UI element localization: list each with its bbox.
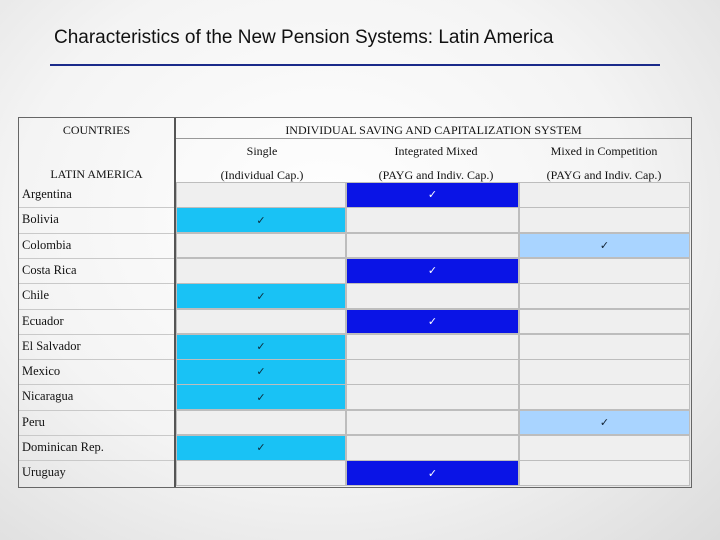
country-label: Colombia xyxy=(22,237,72,252)
row-divider xyxy=(19,384,174,385)
table-cell xyxy=(519,258,690,284)
table-cell xyxy=(519,435,690,461)
table-cell xyxy=(176,182,346,208)
table-cell xyxy=(519,384,690,410)
table-cell xyxy=(519,359,690,385)
table-cell xyxy=(176,233,346,259)
system-header: INDIVIDUAL SAVING AND CAPITALIZATION SYSTEM xyxy=(285,123,582,137)
checkmark-icon: ✓ xyxy=(599,416,610,430)
table-cell xyxy=(346,460,519,486)
table-cell xyxy=(176,207,346,233)
col-subheader-competition: (PAYG and Indiv. Cap.) xyxy=(546,168,662,182)
col-header-competition: Mixed in Competition xyxy=(550,144,658,158)
row-divider xyxy=(19,435,174,436)
row-divider xyxy=(19,207,174,208)
checkmark-icon: ✓ xyxy=(256,340,266,354)
table-cell xyxy=(346,207,519,233)
country-label: Uruguay xyxy=(22,465,66,480)
table-cell xyxy=(346,309,519,335)
checkmark-icon: ✓ xyxy=(256,289,266,303)
table-cell xyxy=(176,283,346,309)
table-cell xyxy=(346,384,519,410)
country-label: Nicaragua xyxy=(22,389,74,404)
table-cell xyxy=(519,283,690,309)
region-header: LATIN AMERICA xyxy=(50,167,143,181)
table-cell xyxy=(519,182,690,208)
table-cell xyxy=(346,359,519,385)
country-label: El Salvador xyxy=(22,338,81,353)
page-title: Characteristics of the New Pension Systems: Latin America xyxy=(54,27,554,48)
checkmark-icon: ✓ xyxy=(256,213,266,227)
table-cell xyxy=(176,309,346,335)
table-cell xyxy=(346,233,519,259)
country-label: Dominican Rep. xyxy=(22,440,104,454)
country-label: Ecuador xyxy=(22,313,64,328)
table-cell xyxy=(176,334,346,360)
table-cell xyxy=(519,410,690,436)
col-subheader-integrated: (PAYG and Indiv. Cap.) xyxy=(378,168,494,182)
row-divider xyxy=(19,283,174,284)
table-cell xyxy=(346,435,519,461)
table-cell xyxy=(176,460,346,486)
col-subheader-single: (Individual Cap.) xyxy=(220,168,304,182)
table-cell xyxy=(519,207,690,233)
table-cell xyxy=(519,309,690,335)
table-cell xyxy=(519,334,690,360)
checkmark-icon: ✓ xyxy=(256,441,266,455)
row-divider xyxy=(19,233,174,234)
checkmark-icon: ✓ xyxy=(427,264,438,278)
table-cell xyxy=(346,182,519,208)
row-divider xyxy=(19,460,174,461)
country-label: Bolivia xyxy=(22,212,59,227)
col-header-single: Single xyxy=(246,144,278,158)
row-divider xyxy=(19,258,174,259)
table-cell xyxy=(176,258,346,284)
country-label: Argentina xyxy=(22,187,72,201)
col-header-integrated: Integrated Mixed xyxy=(394,144,478,158)
row-divider xyxy=(19,359,174,360)
table-cell xyxy=(176,384,346,410)
checkmark-icon: ✓ xyxy=(599,238,610,252)
checkmark-icon: ✓ xyxy=(256,365,266,379)
countries-header: COUNTRIES xyxy=(62,123,131,137)
country-label: Chile xyxy=(22,288,50,303)
checkmark-icon: ✓ xyxy=(256,390,266,404)
table-cell xyxy=(346,410,519,436)
table-cell xyxy=(176,359,346,385)
country-label: Costa Rica xyxy=(22,262,77,277)
table-cell xyxy=(176,410,346,436)
title-underline xyxy=(50,64,660,66)
country-label: Mexico xyxy=(22,364,61,379)
table-cell xyxy=(346,334,519,360)
header-divider xyxy=(176,138,691,139)
pension-systems-table xyxy=(18,117,692,488)
country-label: Peru xyxy=(22,414,45,429)
row-divider xyxy=(19,309,174,310)
table-cell xyxy=(346,258,519,284)
table-cell xyxy=(176,435,346,461)
table-cell xyxy=(519,233,690,259)
checkmark-icon: ✓ xyxy=(427,314,438,328)
checkmark-icon: ✓ xyxy=(427,466,438,480)
checkmark-icon: ✓ xyxy=(427,188,438,202)
table-cell xyxy=(519,460,690,486)
row-divider xyxy=(19,410,174,411)
row-divider xyxy=(19,334,174,335)
table-cell xyxy=(346,283,519,309)
